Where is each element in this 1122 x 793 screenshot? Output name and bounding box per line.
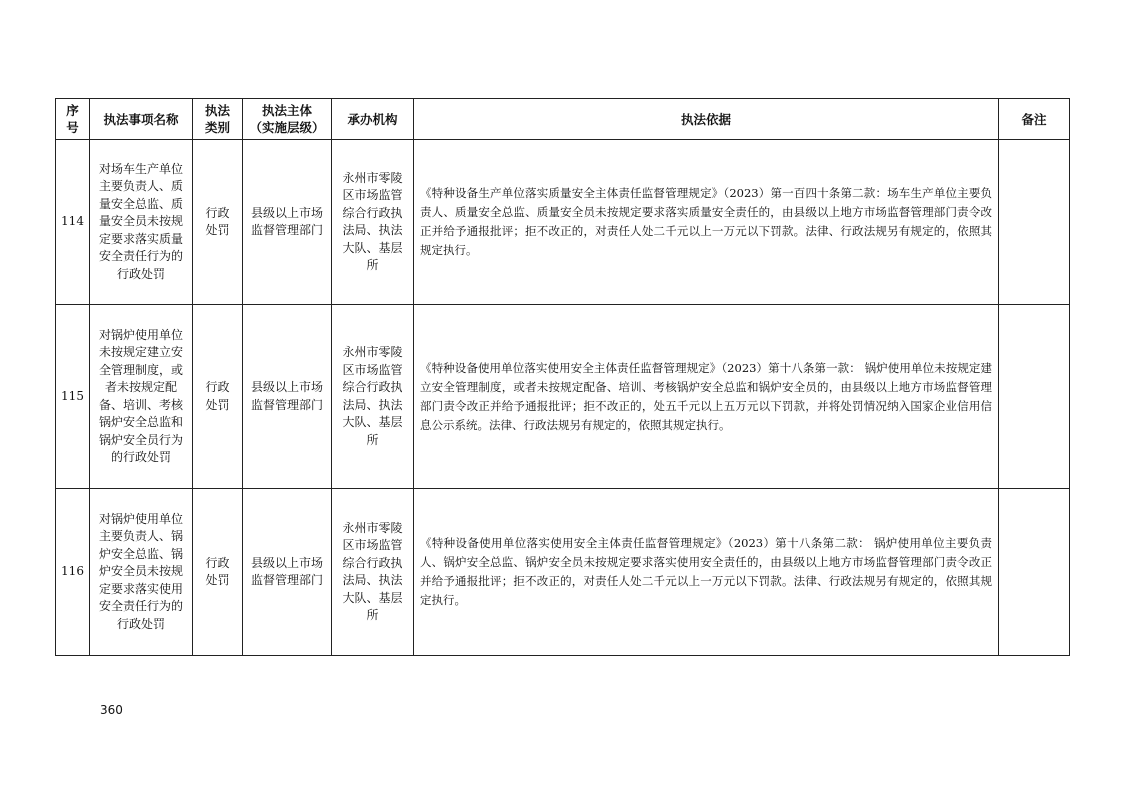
table-row <box>56 140 1070 305</box>
row-seq: 116 <box>56 489 90 656</box>
row-agency: 永州市零陵区市场监管综合行政执法局、执法大队、基层所 <box>332 140 414 305</box>
page-number: 360 <box>100 703 123 717</box>
header-item-name: 执法事项名称 <box>90 99 193 140</box>
header-category: 执法 类别 <box>193 99 243 140</box>
row-remark <box>999 489 1070 656</box>
table-header-row <box>56 99 1070 140</box>
row-basis: 《特种设备使用单位落实使用安全主体责任监督管理规定》（2023）第十八条第二款： 锅炉使用单位主要负责人、锅炉安全总监、锅炉安全员未按规定要求落实使用安全责任的，由县级以上地方市场监督管理部门责令改正并给予通报批评；拒不改正的，对责任人处二千元以上一万元以下罚款。法律、行政法规另有规定的，依照其规定执行。 <box>414 489 999 656</box>
row-item-name: 对锅炉使用单位未按规定建立安全管理制度，或者未按规定配备、培训、考核锅炉安全总监和锅炉安全员行为的行政处罚 <box>90 305 193 489</box>
header-subject: 执法主体 （实施层级） <box>243 99 332 140</box>
header-remark: 备注 <box>999 99 1070 140</box>
row-seq: 115 <box>56 305 90 489</box>
row-category: 行政处罚 <box>193 489 243 656</box>
row-basis: 《特种设备使用单位落实使用安全主体责任监督管理规定》（2023）第十八条第一款： 锅炉使用单位未按规定建立安全管理制度，或者未按规定配备、培训、考核锅炉安全总监和锅炉安全员的，由县级以上地方市场监督管理部门责令改正并给予通报批评；拒不改正的，处五千元以上五万元以下罚款，并将处罚情况纳入国家企业信用信息公示系统。法律、行政法规另有规定的，依照其规定执行。 <box>414 305 999 489</box>
row-agency: 永州市零陵区市场监管综合行政执法局、执法大队、基层所 <box>332 489 414 656</box>
table-row <box>56 305 1070 489</box>
row-remark <box>999 305 1070 489</box>
row-seq: 114 <box>56 140 90 305</box>
table-row <box>56 489 1070 656</box>
row-basis: 《特种设备生产单位落实质量安全主体责任监督管理规定》（2023）第一百四十条第二款：场车生产单位主要负责人、质量安全总监、质量安全员未按规定要求落实质量安全责任的，由县级以上地方市场监督管理部门责令改正并给予通报批评；拒不改正的，对责任人处二千元以上一万元以下罚款。法律、行政法规另有规定的，依照其规定执行。 <box>414 140 999 305</box>
row-item-name: 对场车生产单位主要负责人、质量安全总监、质量安全员未按规定要求落实质量安全责任行为的行政处罚 <box>90 140 193 305</box>
row-subject: 县级以上市场监督管理部门 <box>243 489 332 656</box>
header-agency: 承办机构 <box>332 99 414 140</box>
header-basis: 执法依据 <box>414 99 999 140</box>
row-category: 行政处罚 <box>193 305 243 489</box>
row-remark <box>999 140 1070 305</box>
row-category: 行政处罚 <box>193 140 243 305</box>
row-subject: 县级以上市场监督管理部门 <box>243 140 332 305</box>
row-item-name: 对锅炉使用单位主要负责人、锅炉安全总监、锅炉安全员未按规定要求落实使用安全责任行为的行政处罚 <box>90 489 193 656</box>
enforcement-items-table <box>55 98 1070 656</box>
row-agency: 永州市零陵区市场监管综合行政执法局、执法大队、基层所 <box>332 305 414 489</box>
row-subject: 县级以上市场监督管理部门 <box>243 305 332 489</box>
header-seq: 序 号 <box>56 99 90 140</box>
